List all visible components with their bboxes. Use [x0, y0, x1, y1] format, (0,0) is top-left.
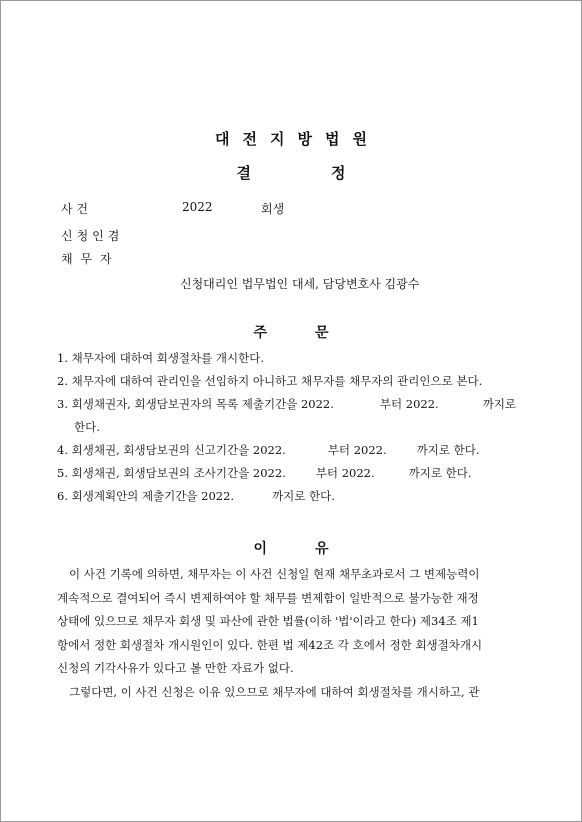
order-item-2 — [57, 370, 533, 393]
order-item-3 — [57, 393, 533, 439]
reasons-heading — [1, 538, 581, 558]
order-item-number: 2. — [57, 374, 68, 388]
order-item-number: 1. — [57, 351, 68, 365]
reason-paragraph-1 — [57, 563, 529, 681]
order-item-number: 3. — [57, 397, 68, 411]
order-item-4 — [57, 439, 533, 462]
order-item-text: 부터 2022. — [379, 397, 439, 411]
order-item-number: 4. — [57, 443, 68, 457]
order-item-6 — [57, 485, 533, 508]
order-item-number: 5. — [57, 466, 68, 480]
reason-line: 항에서 정한 회생절차 개시원인이 있다. 한편 법 제42조 각 호에서 정한 회생절차개시 — [57, 637, 483, 652]
reason-line: 이 사건 기록에 의하면, 채무자는 이 사건 신청일 현재 채무초과로서 그 변제능력이 — [69, 567, 480, 581]
order-item-text: 부터 2022. — [327, 443, 387, 457]
order-heading-left: 주 — [253, 325, 267, 341]
reason-line: 계속적으로 결여되어 즉시 변제하여야 할 채무를 변제함이 일반적으로 불가능한 재정 — [57, 590, 479, 605]
decision-title-right: 정 — [331, 164, 346, 182]
representative: 신청대리인 법무법인 대세, 담당변호사 김광수 — [180, 277, 420, 291]
decision-title — [1, 162, 581, 183]
order-item-text: 회생채권자, 회생담보권자의 목록 제출기간을 2022. — [71, 397, 334, 411]
court-name: 대전지방법원 — [215, 130, 380, 148]
order-item-text: 회생채권, 회생담보권의 신고기간을 2022. — [71, 443, 286, 457]
order-item-number: 6. — [57, 489, 68, 503]
reason-line: 그렇다면, 이 사건 신청은 이유 있으므로 채무자에 대하여 회생절차를 개시하고, 관 — [69, 684, 480, 699]
order-item-text: 채무자에 대하여 회생절차를 개시한다. — [71, 351, 265, 365]
order-heading — [1, 322, 581, 342]
order-item-continuation: 한다. — [74, 420, 100, 434]
order-item-text: 까지로 한다. — [408, 466, 472, 480]
order-item-text: 까지로 한다. — [272, 489, 335, 503]
case-label-text: 사 건 — [61, 202, 88, 216]
order-item-text: 부터 2022. — [315, 466, 375, 480]
order-item-text: 회생계획안의 제출기간을 2022. — [71, 489, 235, 503]
reasons-heading-right: 유 — [315, 541, 329, 557]
order-heading-right: 문 — [315, 325, 329, 341]
order-item-text: 회생채권, 회생담보권의 조사기간을 2022. — [71, 466, 286, 480]
order-item-text: 까지로 — [482, 397, 517, 411]
debtor-label: 채 무 자 — [61, 252, 114, 266]
case-year: 2022 — [182, 200, 213, 214]
reason-line: 신청의 기각사유가 있다고 볼 만한 자료가 없다. — [57, 661, 294, 675]
reason-line: 상태에 있으므로 채무자 회생 및 파산에 관한 법률(이하 '법'이라고 한다) 제34조 제1 — [57, 614, 479, 628]
reasons-body — [57, 563, 529, 704]
reasons-heading-left: 이 — [253, 541, 267, 557]
order-item-1 — [57, 347, 533, 370]
order-item-text: 까지로 한다. — [416, 443, 480, 457]
order-list — [57, 347, 533, 508]
reason-paragraph-2 — [57, 681, 529, 705]
case-type: 회생 — [261, 202, 285, 216]
decision-title-left: 결 — [236, 164, 251, 182]
order-item-5 — [57, 462, 533, 485]
case-label — [61, 200, 139, 217]
applicant-label: 신청인겸 — [61, 229, 124, 243]
order-item-text: 채무자에 대하여 관리인을 선임하지 아니하고 채무자를 채무자의 관리인으로 본다. — [71, 374, 483, 388]
